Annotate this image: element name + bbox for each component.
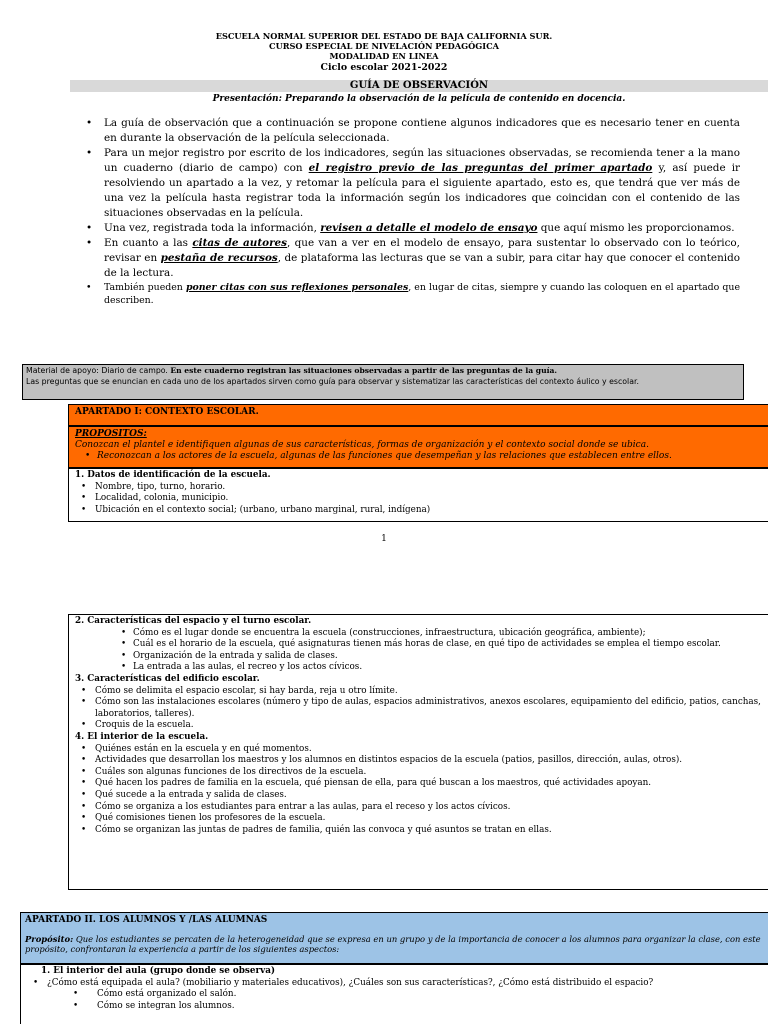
- list-item: • Localidad, colonia, municipio.: [75, 493, 762, 505]
- guide-title: GUÍA DE OBSERVACIÓN: [70, 80, 768, 92]
- list-item: • Cómo son las instalaciones escolares (número y tipo de aulas, espacios administrativos, anexos escolares, equipamiento del edificio, patios, canchas, laboratorios, talleres).: [75, 697, 762, 720]
- list-item: • Qué comisiones tienen los profesores de la escuela.: [75, 813, 762, 825]
- list-item: • Cómo se organiza a los estudiantes para entrar a las aulas, para el receso y los actos cívicos.: [75, 802, 762, 814]
- list-item: • Cómo es el lugar donde se encuentra la escuela (construcciones, infraestructura, ubicación geográfica, ambiente);: [75, 628, 762, 640]
- list-item: • Qué sucede a la entrada y salida de clases.: [75, 790, 762, 802]
- list-item: • Ubicación en el contexto social; (urbano, urbano marginal, rural, indígena): [75, 505, 762, 517]
- list-item: • Quiénes están en la escuela y en qué momentos.: [75, 744, 762, 756]
- section-2-header: APARTADO II. LOS ALUMNOS Y /LAS ALUMNAS Propósito: Que los estudiantes se percaten de la heterogeneidad que se expresa en un grupo y de la importancia de conocer a los alumnos para organizar la clase, con este propósito, confrontaran la experiencia a partir de los siguientes aspectos:: [20, 912, 768, 964]
- intro-item: • También pueden poner citas con sus reflexiones personales, en lugar de citas, siempre y cuando las coloquen en el apartado que describen.: [84, 281, 740, 307]
- support-material-box: Material de apoyo: Diario de campo. En este cuaderno registran las situaciones observadas a partir de las preguntas de la guía. Las preguntas que se enuncian en cada uno de los apartados sirven como guía para observar y sistematizar las características del contexto áulico y escolar.: [22, 364, 744, 400]
- intro-item: • La guía de observación que a continuación se propone contiene algunos indicadores que es necesario tener en cuenta en durante la observación de la película seleccionada.: [84, 116, 740, 146]
- list-item: • La entrada a las aulas, el recreo y los actos cívicos.: [75, 662, 762, 674]
- section-2-body: 1. El interior del aula (grupo donde se observa) • ¿Cómo está equipada el aula? (mobiliario y materiales educativos), ¿Cuáles son sus características?, ¿Cómo está distribuido el espacio? • Cómo está organizado el salón. • Cómo se integran los alumnos.: [20, 964, 768, 1024]
- list-item: • Organización de la entrada y salida de clases.: [75, 651, 762, 663]
- page-number: 1: [381, 534, 387, 544]
- list-item: • Cómo se delimita el espacio escolar, si hay barda, reja u otro límite.: [75, 686, 762, 698]
- intro-item: • Una vez, registrada toda la información, revisen a detalle el modelo de ensayo que aquí mismo les proporcionamos.: [84, 221, 740, 236]
- modality: MODALIDAD EN LINEA: [329, 51, 439, 61]
- presentation: Presentación: Preparando la observación de la película de contenido en docencia.: [212, 94, 626, 104]
- list-item: • Qué hacen los padres de familia en la escuela, qué piensan de ella, para qué buscan a los maestros, qué actividades apoyan.: [75, 778, 762, 790]
- section-1-continued: 2. Características del espacio y el turno escolar. • Cómo es el lugar donde se encuentra la escuela (construcciones, infraestructura, ubicación geográfica, ambiente); • Cuál es el horario de la escuela, qué asignaturas tienen más horas de clase, en qué tipo de actividades se emplea el tiempo escolar. • Organización de la entrada y salida de clases. • La entrada a las aulas, el recreo y los actos cívicos. 3. Características del edificio escolar. • Cómo se delimita el espacio escolar, si hay barda, reja u otro límite. • Cómo son las instalaciones escolares (número y tipo de aulas, espacios administrativos, anexos escolares, equipamiento del edificio, patios, canchas, laboratorios, talleres). • Croquis de la escuela. 4. El interior de la escuela. • Quiénes están en la escuela y en qué momentos. • Actividades que desarrollan los maestros y los alumnos en distintos espacios de la escuela (patios, pasillos, dirección, aulas, otros). • Cuáles son algunas funciones de los directivos de la escuela. • Qué hacen los padres de familia en la escuela, qué piensan de ella, para qué buscan a los maestros, qué actividades apoyan. • Qué sucede a la entrada y salida de clases. • Cómo se organiza a los estudiantes para entrar a las aulas, para el receso y los actos cívicos. • Qué comisiones tienen los profesores de la escuela. • Cómo se organizan las juntas de padres de familia, quién las convoca y qué asuntos se tratan en ellas.: [68, 614, 768, 890]
- section-1-title: APARTADO I: CONTEXTO ESCOLAR.: [68, 404, 768, 426]
- list-item: • Cómo está organizado el salón.: [27, 989, 762, 1001]
- list-item: • Cuál es el horario de la escuela, qué asignaturas tienen más horas de clase, en qué tipo de actividades se emplea el tiempo escolar.: [75, 639, 762, 651]
- intro-list: [84, 116, 740, 307]
- list-item: • Actividades que desarrollan los maestros y los alumnos en distintos espacios de la escuela (patios, pasillos, dirección, aulas, otros).: [75, 755, 762, 767]
- list-item: • Cuáles son algunas funciones de los directivos de la escuela.: [75, 767, 762, 779]
- list-item: • Nombre, tipo, turno, horario.: [75, 482, 762, 494]
- school-name: ESCUELA NORMAL SUPERIOR DEL ESTADO DE BAJA CALIFORNIA SUR.: [215, 31, 553, 41]
- list-item: • Cómo se integran los alumnos.: [27, 1001, 762, 1013]
- intro-item: • Para un mejor registro por escrito de los indicadores, según las situaciones observadas, se recomienda tener a la mano un cuaderno (diario de campo) con el registro previo de las preguntas del primer apartado y, así puede ir resolviendo un apartado a la vez, y retomar la película para el siguiente apartado, esto es, que tendrá que ver más de una vez la película hasta registrar toda la información según los indicadores que coincidan con el contenido de las situaciones observadas en la película.: [84, 146, 740, 221]
- course-name: CURSO ESPECIAL DE NIVELACIÓN PEDAGÓGICA: [269, 41, 499, 51]
- intro-item: • En cuanto a las citas de autores, que van a ver en el modelo de ensayo, para sustentar lo observado con lo teórico, revisar en pestaña de recursos, de plataforma las lecturas que se van a subir, para citar hay que conocer el contenido de la lectura.: [84, 236, 740, 281]
- section-1-purposes: PROPOSITOS: Conozcan el plantel e identifiquen algunas de sus características, formas de organización y el contexto social donde se ubica. • Reconozcan a los actores de la escuela, algunas de las funciones que desempeñan y las relaciones que establecen entre ellos.: [68, 426, 768, 468]
- list-item: • Croquis de la escuela.: [75, 720, 762, 732]
- list-item: • Cómo se organizan las juntas de padres de familia, quién las convoca y qué asuntos se tratan en ellas.: [75, 825, 762, 837]
- list-item: • ¿Cómo está equipada el aula? (mobiliario y materiales educativos), ¿Cuáles son sus características?, ¿Cómo está distribuido el espacio?: [27, 978, 762, 990]
- school-year: Ciclo escolar 2021-2022: [320, 62, 448, 73]
- section-1-data: 1. Datos de identificación de la escuela. • Nombre, tipo, turno, horario. • Localidad, colonia, municipio. • Ubicación en el contexto social; (urbano, urbano marginal, rural, indígena): [68, 468, 768, 522]
